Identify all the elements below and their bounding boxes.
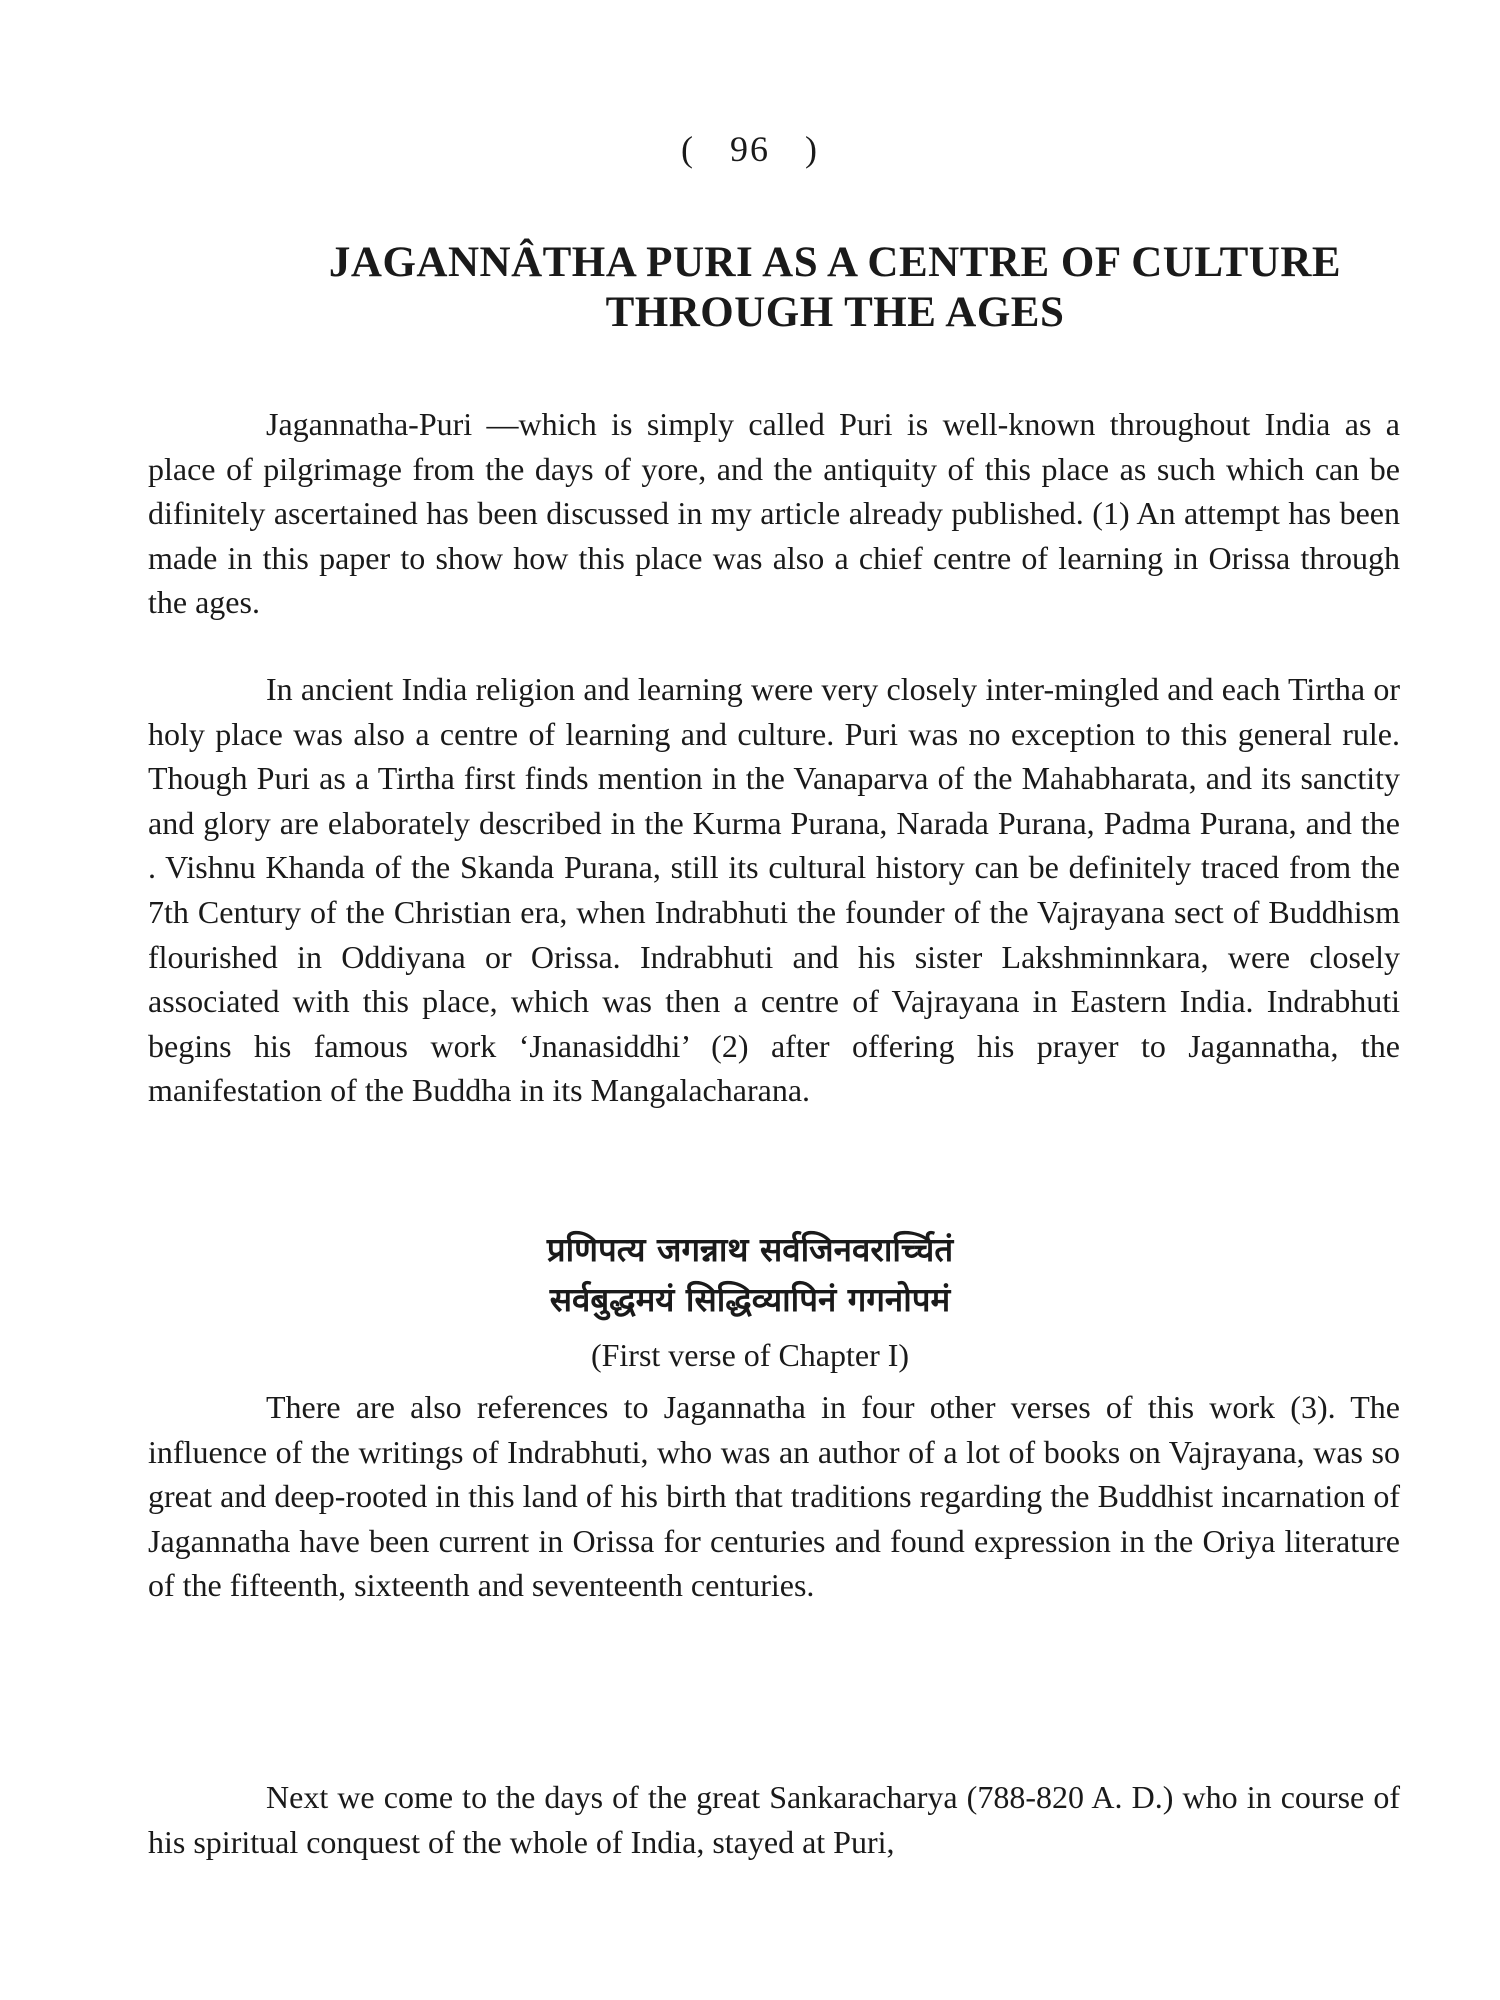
verse-line-1: प्रणिपत्य जगन्नाथ सर्वजिनवरार्च्चितं (546, 1230, 954, 1269)
chapter-title-line-1: JAGANNÂTHA PURI AS A CENTRE OF CULTURE (328, 239, 1342, 286)
paragraph-1: Jagannatha-Puri —which is simply called Puri is well-known throughout India as a place of pilgrimage from the days of yore, and the antiquity of this place as such which can be difinitely ascertained has been discussed in my article already published. (1) An attempt has been made in this paper to show how this place was also a chief centre of learning in Orissa through the ages. (148, 406, 1400, 621)
paragraph-3: There are also references to Jagannatha in four other verses of this work (3). The influence of the writings of Indrabhuti, who was an author of a lot of books on Vajrayana, was so great and deep-rooted in this land of his birth that traditions regarding the Buddhist incarnation of Jagannatha have been current in Orissa for centuries and found expression in the Oriya literature of the fifteenth, sixteenth and seventeenth centuries. (148, 1389, 1400, 1604)
chapter-title (270, 238, 1400, 338)
sanskrit-verse (0, 1225, 1500, 1325)
chapter-title-line-2: THROUGH THE AGES (605, 289, 1065, 336)
verse-line-2: सर्वबुद्धमयं सिद्धिव्यापिनं गगनोपमं (549, 1280, 951, 1319)
page-number: ( 96 ) (681, 129, 819, 169)
paragraph-2: In ancient India religion and learning were very closely inter-mingled and each Tirtha or holy place was also a centre of learning and culture. Puri was no exception to this general rule. Though Puri as a Tirtha first finds mention in the Vanaparva of the Mahabharata, and its sanctity and glory are elaborately described in the Kurma Purana, Narada Purana, Padma Purana, and the . Vishnu Khanda of the Skanda Purana, still its cultural history can be definitely traced from the 7th Century of the Christian era, when Indrabhuti the founder of the Vajrayana sect of Buddhism flourished in Oddiyana or Orissa. Indrabhuti and his sister Lakshminnkara, were closely associated with this place, which was then a centre of Vajrayana in Eastern India. Indrabhuti begins his famous work ‘Jnanasiddhi’ (2) after offering his prayer to Jagannatha, the manifestation of the Buddha in its Mangalacharana. (148, 671, 1400, 1109)
paragraph-4: Next we come to the days of the great Sankaracharya (788-820 A. D.) who in course of his spiritual conquest of the whole of India, stayed at Puri, (148, 1779, 1400, 1860)
verse-caption: (First verse of Chapter I) (590, 1337, 910, 1373)
